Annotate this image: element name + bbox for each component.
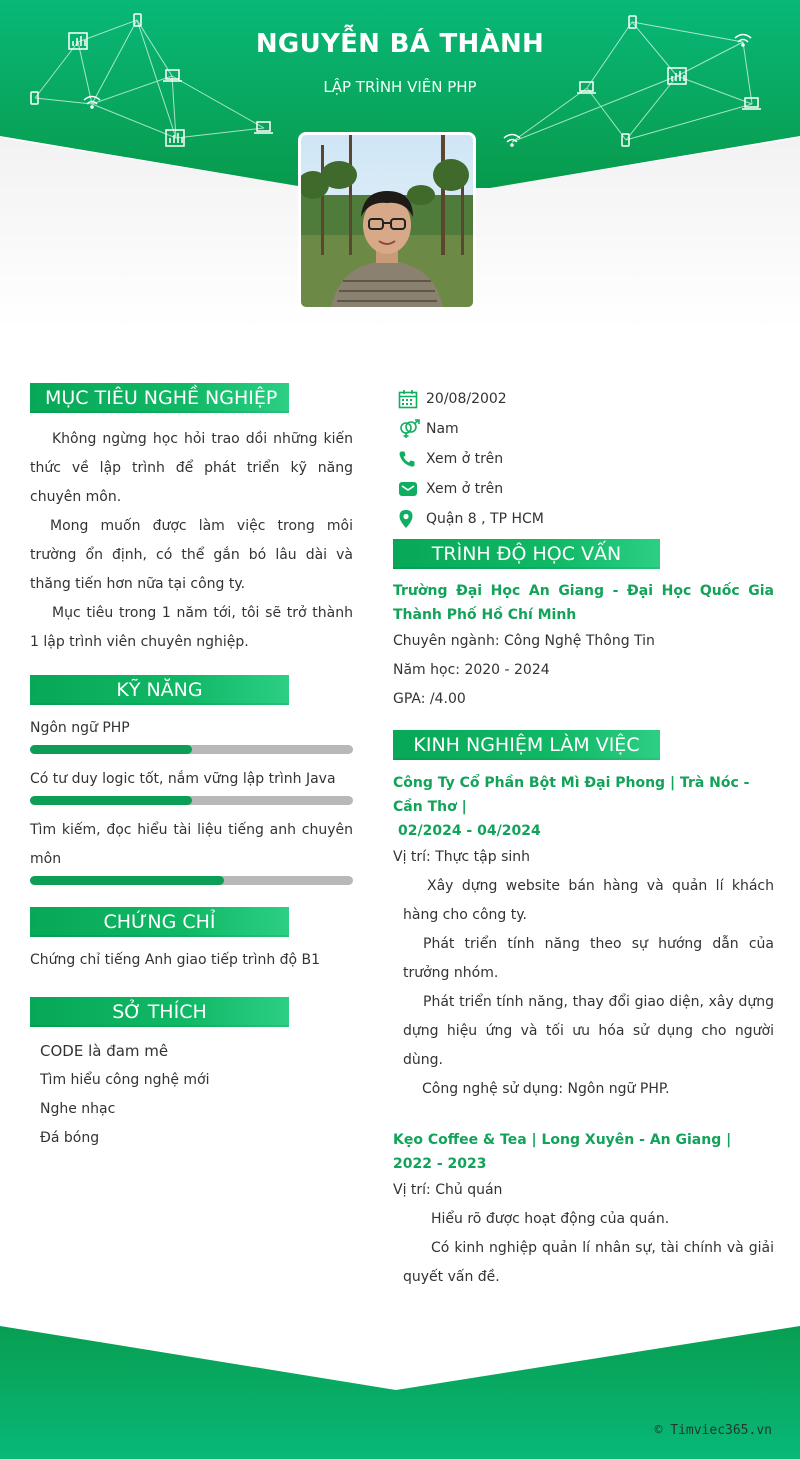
candidate-name: NGUYỄN BÁ THÀNH	[255, 29, 545, 59]
contact-info	[393, 384, 774, 534]
experience-period: 2022 - 2023	[393, 1156, 487, 1172]
email-icon	[393, 480, 426, 498]
experience-company: Kẹo Coffee & Tea | Long Xuyên - An Giang |	[393, 1132, 732, 1148]
experience-task: Công nghệ sử dụng: Ngôn ngữ PHP.	[422, 1081, 670, 1097]
hobby-item: Tìm hiểu công nghệ mới	[40, 1072, 210, 1088]
contact-gender	[393, 414, 774, 444]
experience-task: Phát triển tính năng theo sự hướng dẫn của trưởng nhóm.	[403, 936, 774, 981]
profile-photo	[298, 132, 476, 310]
gender-icon	[393, 419, 426, 439]
map-pin-icon	[393, 509, 426, 529]
skill-bar	[30, 745, 353, 754]
contact-address	[393, 504, 774, 534]
skill-bar	[30, 796, 353, 805]
certificate-item: Chứng chỉ tiếng Anh giao tiếp trình độ B1	[30, 952, 321, 968]
objective-paragraph: Mục tiêu trong 1 năm tới, tôi sẽ trở thành 1 lập trình viên chuyên nghiệp.	[30, 605, 353, 650]
copyright-text: © Timviec365.vn	[654, 1423, 772, 1438]
hobby-item: Nghe nhạc	[40, 1101, 116, 1117]
skill-bar-fill	[30, 796, 192, 805]
education-major: Chuyên ngành: Công Nghệ Thông Tin	[393, 633, 655, 649]
skill-bar-fill	[30, 745, 192, 754]
section-title-experience: KINH NGHIỆM LÀM VIỆC	[393, 730, 660, 760]
education-years: Năm học: 2020 - 2024	[393, 662, 550, 678]
address-value: Quận 8 , TP HCM	[426, 511, 544, 527]
skill-item	[30, 714, 353, 754]
section-title-certificates: CHỨNG CHỈ	[30, 907, 289, 937]
experience-position: Vị trí: Chủ quán	[393, 1182, 503, 1198]
section-title-hobbies: SỞ THÍCH	[30, 997, 289, 1027]
experience-item	[393, 771, 774, 1104]
hobby-item: CODE là đam mê	[40, 1042, 169, 1060]
birthday-value: 20/08/2002	[426, 391, 507, 407]
skill-name: Có tư duy logic tốt, nắm vững lập trình Java	[30, 771, 336, 787]
hobby-item: Đá bóng	[40, 1130, 100, 1146]
phone-icon	[393, 450, 426, 468]
experience-task: Hiểu rõ được hoạt động của quán.	[431, 1211, 670, 1227]
experience-item	[393, 1128, 774, 1292]
skill-item	[30, 765, 353, 805]
skill-item	[30, 816, 353, 885]
experience-task: Có kinh nghiệp quản lí nhân sự, tài chính và giải quyết vấn đề.	[403, 1240, 774, 1285]
right-column	[393, 383, 774, 1292]
section-title-skills: KỸ NĂNG	[30, 675, 289, 705]
section-title-education: TRÌNH ĐỘ HỌC VẤN	[393, 539, 660, 569]
section-title-objective: MỤC TIÊU NGHỀ NGHIỆP	[30, 383, 289, 413]
footer-background	[0, 1320, 800, 1459]
experience-task: Xây dựng website bán hàng và quản lí khách hàng cho công ty.	[403, 878, 774, 923]
calendar-icon	[393, 389, 426, 409]
experience-position: Vị trí: Thực tập sinh	[393, 849, 530, 865]
job-title: LẬP TRÌNH VIÊN PHP	[323, 78, 477, 96]
experience-task: Phát triển tính năng, thay đổi giao diện, xây dựng dựng hiệu ứng và tối ưu hóa sử dụng cho người dùng.	[403, 994, 774, 1068]
email-value: Xem ở trên	[426, 481, 504, 497]
skill-name: Tìm kiếm, đọc hiểu tài liệu tiếng anh chuyên môn	[30, 822, 353, 867]
phone-value: Xem ở trên	[426, 451, 504, 467]
experience-period: 02/2024 - 04/2024	[398, 823, 541, 839]
objective-paragraph: Không ngừng học hỏi trao dồi những kiến thức về lập trình để phát triển kỹ năng chuyên môn.	[30, 431, 353, 505]
experience-company: Công Ty Cổ Phần Bột Mì Đại Phong | Trà Nóc - Cần Thơ |	[393, 775, 750, 815]
left-column	[30, 383, 353, 1153]
school-name: Trường Đại Học An Giang - Đại Học Quốc Gia Thành Phố Hồ Chí Minh	[393, 583, 774, 623]
education-gpa: GPA: /4.00	[393, 691, 466, 707]
contact-email	[393, 474, 774, 504]
contact-phone	[393, 444, 774, 474]
skill-name: Ngôn ngữ PHP	[30, 720, 130, 736]
skill-bar-fill	[30, 876, 224, 885]
skill-bar	[30, 876, 353, 885]
objective-paragraph: Mong muốn được làm việc trong môi trường ổn định, có thể gắn bó lâu dài và thăng tiến hơn nữa tại công ty.	[30, 518, 353, 592]
contact-birthday	[393, 384, 774, 414]
gender-value: Nam	[426, 421, 459, 437]
